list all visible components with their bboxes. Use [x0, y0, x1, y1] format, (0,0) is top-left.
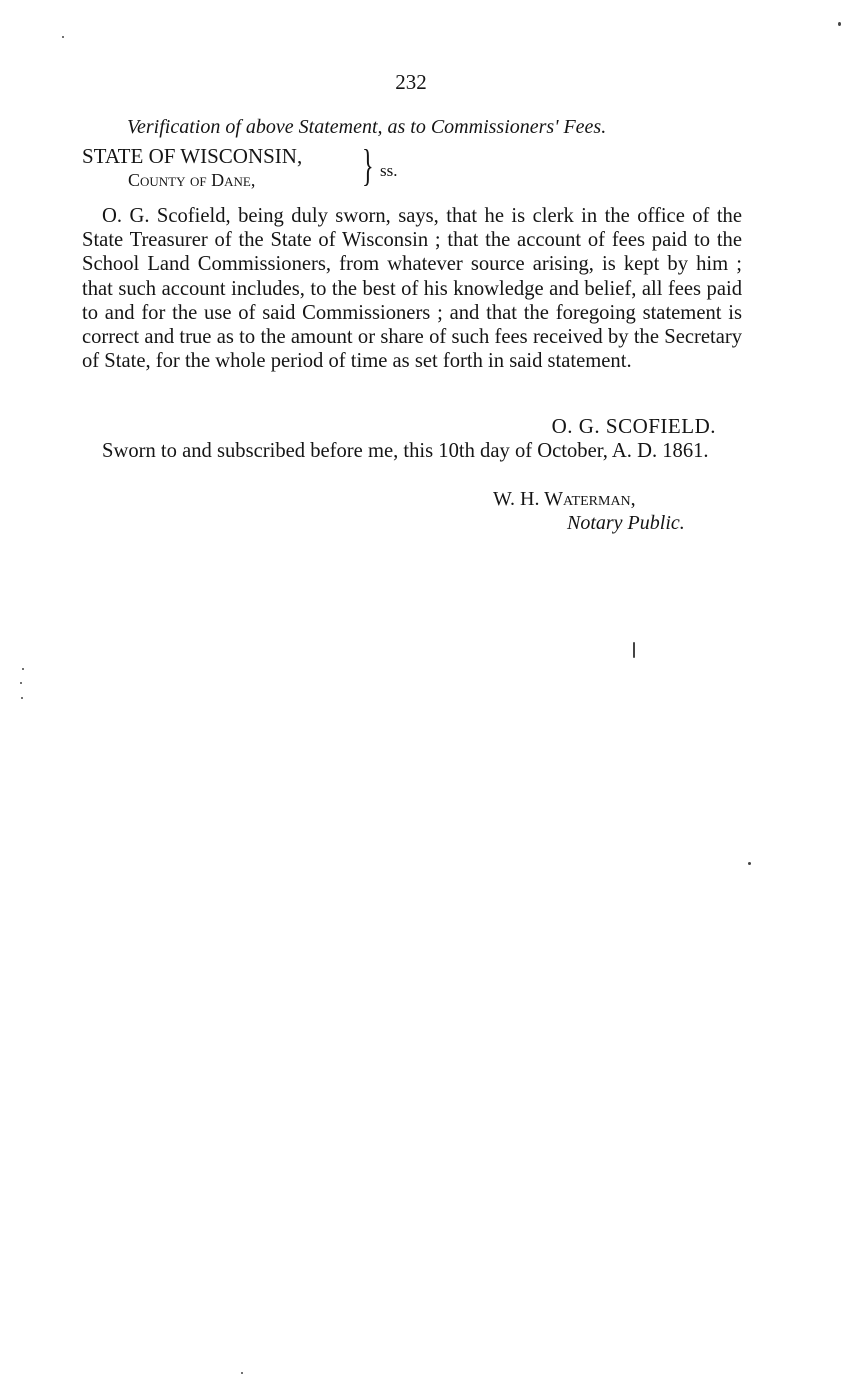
verification-heading: Verification of above Statement, as to Commissioners' Fees.: [127, 116, 607, 138]
venue-ss: ss.: [380, 161, 398, 180]
affidavit-paragraph: O. G. Scofield, being duly sworn, says, that he is clerk in the office of the State Treasurer of the State of Wisconsin ; that the account of fees paid to the School Land Commissioners, from whatever source arising, is kept by him ; that such account includes, to the best of his knowledge and belief, all fees paid to and for the use of said Commissioners ; and that the foregoing statement is correct and true as to the amount or share of such fees received by the Secretary of State, for the whole period of time as set forth in said statement.: [82, 205, 742, 373]
notary-name: W. H. Waterman,: [493, 488, 636, 510]
notary-title: Notary Public.: [567, 512, 685, 534]
scan-speck: [748, 862, 751, 865]
scan-speck: [62, 36, 64, 38]
scan-speck: [20, 682, 22, 684]
page-number: 232: [395, 70, 427, 94]
venue-brace: }: [362, 141, 374, 190]
jurat-paragraph: Sworn to and subscribed before me, this 10th day of October, A. D. 1861.: [102, 440, 709, 462]
scan-speck: [22, 668, 24, 670]
venue-state: STATE OF WISCONSIN,: [82, 144, 303, 168]
affiant-signature: O. G. SCOFIELD.: [551, 414, 716, 438]
venue-county: County of Dane,: [128, 170, 256, 190]
scan-speck: [241, 1372, 243, 1374]
scan-speck: [838, 22, 841, 26]
scan-speck: [21, 697, 23, 699]
scan-speck: [633, 642, 635, 658]
